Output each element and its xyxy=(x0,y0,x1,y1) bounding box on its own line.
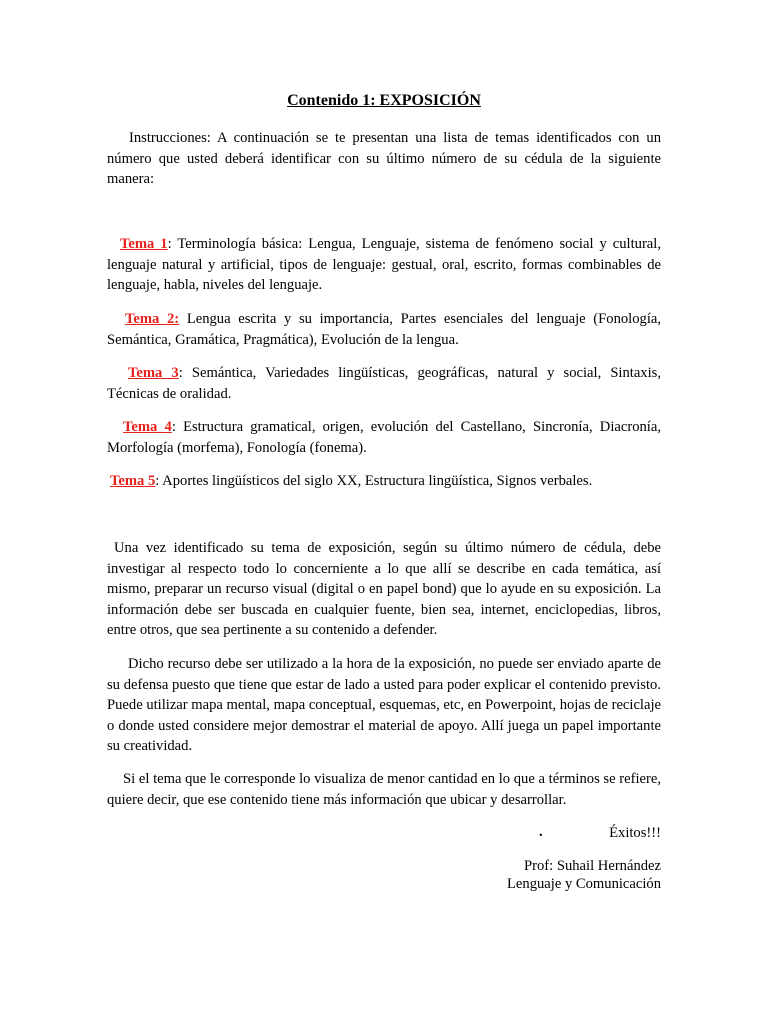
tema-4-label: Tema 4 xyxy=(123,419,172,435)
tema-2-text: Lengua escrita y su importancia, Partes esenciales del lenguaje (Fonología, Semántica, Gramática, Pragmática), Evolución de la lengua. xyxy=(107,311,662,348)
signature-subject: Lenguaje y Comunicación xyxy=(507,876,661,892)
tema-5-text: Aportes lingüísticos del siglo XX, Estructura lingüística, Signos verbales. xyxy=(159,473,593,489)
dot-mark: . xyxy=(539,824,543,840)
tema-4-separator: : xyxy=(171,419,176,435)
paragraph-topic-note: Si el tema que le corresponde lo visualiza de menor cantidad en lo que a términos se refiere, quiere decir, que ese contenido tiene más información que ubicar y desarrollar. xyxy=(107,771,661,808)
signature-name: Prof: Suhail Hernández xyxy=(524,858,661,874)
tema-3-item xyxy=(107,363,661,404)
tema-3-text: Semántica, Variedades lingüísticas, geográficas, natural y social, Sintaxis, Técnicas de oralidad. xyxy=(107,365,661,402)
tema-1-separator: : xyxy=(167,236,172,252)
document-title: Contenido 1: EXPOSICIÓN xyxy=(287,92,481,109)
closing-text: Éxitos!!! xyxy=(609,825,661,841)
signature-block xyxy=(507,857,661,893)
tema-4-text: Estructura gramatical, origen, evolución del Castellano, Sincronía, Diacronía, Morfología (morfema), Fonología (fonema). xyxy=(107,419,661,456)
tema-2-item xyxy=(107,309,661,350)
tema-1-text: Terminología básica: Lengua, Lenguaje, sistema de fenómeno social y cultural, lenguaje natural y artificial, tipos de lenguaje: gestual, oral, escrito, formas combinables de lenguaje, habla, niveles del lenguaje. xyxy=(107,236,661,293)
tema-3-label: Tema 3 xyxy=(128,365,179,381)
tema-2-label: Tema 2: xyxy=(125,311,180,327)
tema-1-item xyxy=(107,234,661,296)
paragraph-resource: Dicho recurso debe ser utilizado a la hora de la exposición, no puede ser enviado aparte de su defensa puesto que tiene que estar de lado a usted para poder explicar el contenido previsto. Puede utilizar mapa mental, mapa conceptual, esquemas, etc, en Powerpoint, hojas de reciclaje o donde usted considere mejor demostrar el material de apoyo. Allí juega un papel importante su creatividad. xyxy=(107,656,661,754)
tema-3-separator: : xyxy=(178,365,183,381)
paragraph-investigation: Una vez identificado su tema de exposición, según su último número de cédula, debe investigar al respecto todo lo concerniente a lo que allí se describe en cada temática, así mismo, preparar un recurso visual (digital o en papel bond) que lo ayude en su exposición. La información debe ser buscada en cualquier fuente, bien sea, internet, enciclopedias, libros, entre otros, que sea pertinente a su contenido a defender. xyxy=(107,540,661,638)
instructions-paragraph: Instrucciones: A continuación se te presentan una lista de temas identificados con un número que usted deberá identificar con su último número de su cédula de la siguiente manera: xyxy=(107,130,661,187)
tema-5-item xyxy=(107,471,661,492)
tema-4-item xyxy=(107,417,661,458)
tema-1-label: Tema 1 xyxy=(120,236,168,252)
tema-5-label: Tema 5 xyxy=(110,473,156,489)
tema-5-separator: : xyxy=(155,473,160,489)
